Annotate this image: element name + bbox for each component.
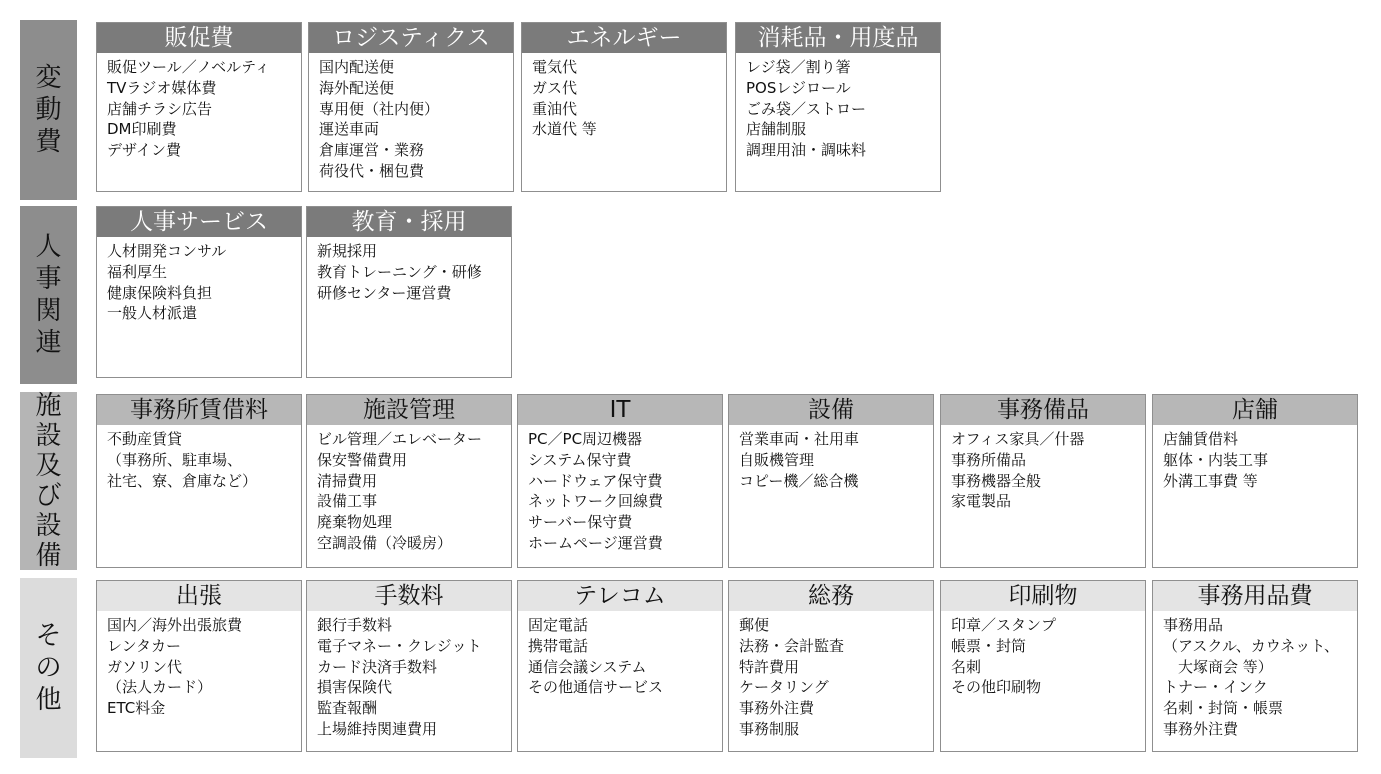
row-label-text: その他 (35, 621, 62, 715)
list-item: 教育トレーニング・研修 (317, 262, 482, 281)
list-item: 廃棄物処理 (317, 513, 393, 532)
list-item: システム保守費 (528, 450, 632, 469)
row-label-text: 変動費 (35, 63, 62, 157)
category-card-consumables (735, 22, 941, 192)
list-item: 店舗チラシ広告 (107, 99, 213, 118)
list-item: 倉庫運営・業務 (319, 141, 425, 160)
list-item: 事務外注費 (739, 699, 815, 718)
category-card-general-affairs (728, 580, 934, 752)
category-card-telecom (517, 580, 723, 752)
list-item: DM印刷費 (107, 120, 177, 139)
list-item: ガソリン代 (107, 657, 183, 676)
row-label-text: 人事関連 (35, 232, 62, 358)
category-title: 教育・採用 (307, 207, 511, 237)
category-title: 人事サービス (97, 207, 301, 237)
list-item: ビル管理／エレベーター (317, 430, 483, 448)
list-item: 社宅、寮、倉庫など） (107, 471, 258, 490)
list-item: ネットワーク回線費 (528, 492, 664, 511)
list-item: 監査報酬 (317, 699, 378, 718)
category-items (307, 611, 511, 740)
list-item: ホームページ運営費 (528, 533, 663, 552)
list-item: 銀行手数料 (317, 616, 393, 634)
list-item: オフィス家具／什器 (951, 430, 1085, 448)
list-item: 運送車両 (319, 120, 380, 139)
row-label-hr-related (20, 206, 77, 384)
category-card-facility-management (306, 394, 512, 568)
list-item: 事務所備品 (951, 450, 1027, 469)
row-label-facilities-equipment (20, 392, 77, 570)
list-item: デザイン費 (107, 141, 181, 160)
category-card-office-supplies-costs (1152, 580, 1358, 752)
category-title: 設備 (729, 395, 933, 425)
list-item: 店舗賃借料 (1163, 430, 1239, 448)
list-item: 躯体・内装工事 (1163, 450, 1269, 469)
row-label-text: 施設及び設備 (35, 391, 62, 571)
list-item: ハードウェア保守費 (528, 471, 663, 490)
list-item: コピー機／総合機 (739, 471, 859, 490)
category-items (307, 425, 511, 554)
category-items (307, 237, 511, 303)
list-item: 事務制服 (739, 719, 800, 738)
list-item: 店舗制服 (746, 120, 807, 139)
row-label-other (20, 578, 77, 758)
list-item: その他通信サービス (528, 678, 664, 697)
category-title: IT (518, 395, 722, 425)
list-item: 海外配送便 (319, 78, 395, 97)
list-item: 国内配送便 (319, 58, 395, 76)
list-item: 重油代 (532, 99, 578, 118)
category-card-it (517, 394, 723, 568)
category-items (729, 425, 933, 491)
list-item: レジ袋／割り箸 (746, 58, 851, 76)
category-items (941, 425, 1145, 512)
category-items (309, 53, 513, 182)
list-item: 上場維持関連費用 (317, 719, 438, 738)
category-title: 出張 (97, 581, 301, 611)
list-item: 新規採用 (317, 242, 378, 260)
list-item: 携帯電話 (528, 636, 589, 655)
list-item: （法人カード） (107, 678, 213, 697)
list-item: 家電製品 (951, 492, 1012, 511)
category-items (97, 611, 301, 719)
list-item: 郵便 (739, 616, 770, 634)
category-items (941, 611, 1145, 698)
category-title: 事務備品 (941, 395, 1145, 425)
list-item: 設備工事 (317, 492, 378, 511)
category-card-education-recruiting (306, 206, 512, 378)
category-items (522, 53, 726, 140)
category-title: 印刷物 (941, 581, 1145, 611)
category-card-sales-promotion (96, 22, 302, 192)
list-item: 空調設備（冷暖房） (317, 533, 453, 552)
list-item: 特許費用 (739, 657, 800, 676)
list-item: 研修センター運営費 (317, 283, 452, 302)
list-item: 清掃費用 (317, 471, 378, 490)
list-item: 通信会議システム (528, 657, 647, 676)
category-card-energy (521, 22, 727, 192)
list-item: 営業車両・社用車 (739, 430, 860, 448)
category-title: 事務所賃借料 (97, 395, 301, 425)
list-item: 健康保険料負担 (107, 283, 213, 302)
list-item: 電気代 (532, 58, 578, 76)
list-item: 帳票・封筒 (951, 636, 1027, 655)
category-title: 店舗 (1153, 395, 1357, 425)
list-item: 大塚商会 等） (1163, 657, 1273, 676)
category-card-equipment (728, 394, 934, 568)
list-item: 名刺・封筒・帳票 (1163, 699, 1284, 718)
category-card-business-travel (96, 580, 302, 752)
list-item: （事務所、駐車場、 (107, 450, 243, 469)
list-item: PC／PC周辺機器 (528, 430, 643, 448)
list-item: 国内／海外出張旅費 (107, 616, 243, 634)
row-label-variable-costs (20, 20, 77, 200)
category-items (1153, 611, 1357, 740)
list-item: トナー・インク (1163, 678, 1268, 697)
category-card-printed-matter (940, 580, 1146, 752)
list-item: 名刺 (951, 657, 982, 676)
category-card-office-supplies-fixtures (940, 394, 1146, 568)
category-items (518, 425, 722, 554)
category-items (518, 611, 722, 698)
category-items (97, 237, 301, 324)
list-item: 事務機器全般 (951, 471, 1042, 490)
list-item: レンタカー (107, 636, 182, 655)
category-items (1153, 425, 1357, 491)
category-card-fees (306, 580, 512, 752)
list-item: 不動産賃貸 (107, 430, 183, 448)
list-item: ETC料金 (107, 699, 166, 718)
list-item: 電子マネー・クレジット (317, 636, 482, 655)
category-title: 手数料 (307, 581, 511, 611)
list-item: TVラジオ媒体費 (107, 78, 217, 97)
list-item: 法務・会計監査 (739, 636, 845, 655)
list-item: その他印刷物 (951, 678, 1042, 697)
list-item: 荷役代・梱包費 (319, 161, 425, 180)
list-item: POSレジロール (746, 78, 851, 97)
category-title: エネルギー (522, 23, 726, 53)
list-item: 固定電話 (528, 616, 589, 634)
list-item: ケータリング (739, 678, 829, 697)
category-title: 施設管理 (307, 395, 511, 425)
category-items (736, 53, 940, 161)
list-item: 事務用品 (1163, 616, 1224, 634)
category-title: 販促費 (97, 23, 301, 53)
category-items (97, 53, 301, 161)
list-item: （アスクル、カウネット、 (1163, 636, 1339, 655)
category-title: 事務用品費 (1153, 581, 1357, 611)
list-item: 事務外注費 (1163, 719, 1239, 738)
category-items (97, 425, 301, 491)
list-item: 福利厚生 (107, 262, 168, 281)
category-card-stores (1152, 394, 1358, 568)
category-card-logistics (308, 22, 514, 192)
list-item: 外溝工事費 等 (1163, 471, 1258, 490)
list-item: ガス代 (532, 78, 578, 97)
list-item: 保安警備費用 (317, 450, 408, 469)
category-card-office-rent (96, 394, 302, 568)
category-items (729, 611, 933, 740)
category-title: ロジスティクス (309, 23, 513, 53)
list-item: 専用便（社内便） (319, 99, 440, 118)
list-item: 販促ツール／ノベルティ (107, 58, 270, 76)
list-item: 一般人材派遣 (107, 304, 198, 323)
list-item: 自販機管理 (739, 450, 815, 469)
list-item: 調理用油・調味料 (746, 141, 867, 160)
list-item: ごみ袋／ストロー (746, 99, 867, 118)
category-title: 消耗品・用度品 (736, 23, 940, 53)
list-item: カード決済手数料 (317, 657, 438, 676)
list-item: 水道代 等 (532, 120, 597, 139)
category-title: テレコム (518, 581, 722, 611)
list-item: 人材開発コンサル (107, 242, 227, 260)
list-item: 印章／スタンプ (951, 616, 1057, 634)
list-item: 損害保険代 (317, 678, 393, 697)
category-title: 総務 (729, 581, 933, 611)
list-item: サーバー保守費 (528, 513, 633, 532)
category-card-hr-services (96, 206, 302, 378)
